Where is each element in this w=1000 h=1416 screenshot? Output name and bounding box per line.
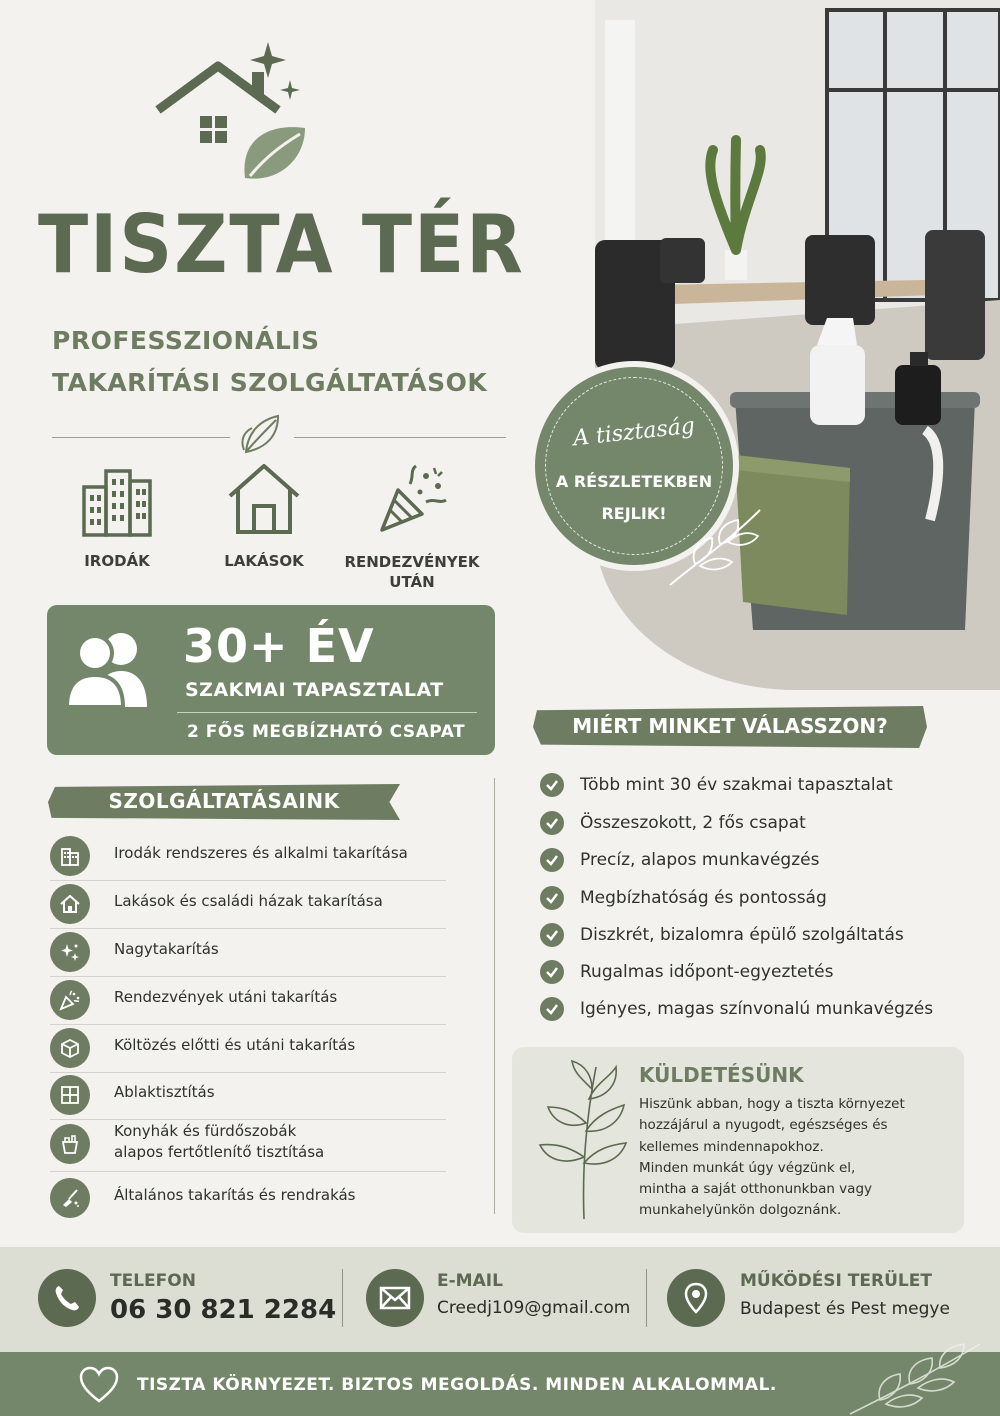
- area-value: Budapest és Pest megye: [740, 1299, 950, 1319]
- window-icon: [50, 1075, 90, 1115]
- column-divider: [494, 778, 495, 1214]
- category-label-events: [337, 552, 487, 592]
- service-text: Lakások és családi házak takarítása: [114, 891, 383, 910]
- office-building-icon: [80, 465, 154, 537]
- email-label: E-MAIL: [437, 1271, 503, 1291]
- service-text: Rendezvények utáni takarítás: [114, 987, 338, 1006]
- phone-label: TELEFON: [110, 1271, 196, 1291]
- service-text: Nagytakarítás: [114, 939, 219, 958]
- leaf-branch-icon: [534, 1059, 634, 1224]
- service-text: [114, 1121, 324, 1163]
- service-text-line2: alapos fertőtlenítő tisztítása: [114, 1143, 325, 1161]
- experience-line2: 2 FŐS MEGBÍZHATÓ CSAPAT: [187, 722, 466, 742]
- why-item: [540, 770, 893, 800]
- party-popper-icon: [50, 980, 90, 1020]
- why-item: [540, 808, 806, 838]
- footer-tagline: TISZTA KÖRNYEZET. BIZTOS MEGOLDÁS. MINDEN ALKALOMMAL.: [137, 1375, 777, 1395]
- contact-divider: [342, 1269, 343, 1327]
- service-item: [50, 1121, 446, 1172]
- brand-subtitle-line1: PROFESSZIONÁLIS: [52, 326, 320, 355]
- service-item: [50, 833, 446, 881]
- why-item-text: Több mint 30 év szakmai tapasztalat: [580, 775, 893, 795]
- category-label-offices: IRODÁK: [84, 552, 150, 570]
- party-popper-icon: [376, 462, 450, 536]
- box-icon: [50, 1028, 90, 1068]
- mission-line: munkahelyünkön dolgoznánk.: [639, 1202, 842, 1219]
- brand-logo: [120, 38, 320, 198]
- location-pin-icon: [667, 1269, 725, 1327]
- why-item-text: Precíz, alapos munkavégzés: [580, 850, 820, 870]
- check-icon: [540, 848, 564, 872]
- mission-box: [512, 1047, 964, 1233]
- category-label-events-line2: UTÁN: [389, 573, 435, 591]
- area-label: MŰKÖDÉSI TERÜLET: [740, 1271, 932, 1291]
- mission-line: Minden munkát úgy végzünk el,: [639, 1159, 856, 1176]
- badge-line1: A RÉSZLETEKBEN: [555, 472, 713, 491]
- mission-text: [639, 1094, 905, 1222]
- why-item-text: Összeszokott, 2 fős csapat: [580, 813, 806, 833]
- why-item-text: Diszkrét, bizalomra épülő szolgáltatás: [580, 925, 904, 945]
- mission-line: hozzájárul a nyugodt, egészséges és: [639, 1117, 888, 1134]
- badge-line2: REJLIK!: [601, 504, 667, 523]
- leaf-sprig-decoration: [840, 1334, 990, 1416]
- service-text-line1: Konyhák és fürdőszobák: [114, 1122, 297, 1140]
- brand-title: TISZTA TÉR: [38, 198, 525, 291]
- badge-script-text: A tisztaság: [571, 413, 697, 452]
- contact-divider: [646, 1269, 647, 1327]
- phone-number[interactable]: 06 30 821 2284: [110, 1295, 337, 1325]
- check-icon: [540, 886, 564, 910]
- check-icon: [540, 997, 564, 1021]
- experience-divider: [177, 712, 477, 713]
- email-address[interactable]: Creedj109@gmail.com: [437, 1298, 631, 1318]
- service-item: [50, 1072, 446, 1120]
- title-divider-right: [294, 437, 506, 438]
- service-item: [50, 881, 446, 929]
- sparkles-icon: [50, 932, 90, 972]
- email-icon: [366, 1269, 424, 1327]
- check-icon: [540, 960, 564, 984]
- check-icon: [540, 811, 564, 835]
- phone-icon: [38, 1269, 96, 1327]
- leaf-icon: [238, 412, 286, 456]
- why-heading: MIÉRT MINKET VÁLASSZON?: [572, 714, 888, 738]
- mission-line: kellemes mindennapokhoz.: [639, 1138, 824, 1155]
- house-icon: [50, 884, 90, 924]
- service-item: [50, 1025, 446, 1073]
- check-icon: [540, 923, 564, 947]
- building-icon: [50, 836, 90, 876]
- experience-headline: 30+ ÉV: [183, 619, 375, 673]
- heart-icon: [78, 1366, 120, 1404]
- service-item: [50, 929, 446, 977]
- why-item: [540, 845, 819, 875]
- why-item: [540, 994, 933, 1024]
- mission-line: mintha a saját otthonunkban vagy: [639, 1181, 873, 1198]
- service-text: Általános takarítás és rendrakás: [114, 1185, 356, 1204]
- category-label-apartments: LAKÁSOK: [224, 552, 304, 570]
- services-heading: SZOLGÁLTATÁSAINK: [108, 789, 340, 813]
- why-item-text: Igényes, magas színvonalú munkavégzés: [580, 999, 934, 1019]
- service-text: Irodák rendszeres és alkalmi takarítása: [114, 843, 408, 862]
- why-item: [540, 957, 833, 987]
- title-divider-left: [52, 437, 230, 438]
- why-item: [540, 883, 827, 913]
- mission-heading: KÜLDETÉSÜNK: [639, 1063, 804, 1087]
- mission-line: Hiszünk abban, hogy a tiszta környezet: [639, 1096, 905, 1112]
- why-item-text: Rugalmas időpont-egyeztetés: [580, 962, 834, 982]
- service-text: Ablaktisztítás: [114, 1082, 215, 1101]
- why-item-text: Megbízhatóság és pontosság: [580, 888, 827, 908]
- experience-line1: SZAKMAI TAPASZTALAT: [185, 679, 444, 701]
- team-icon: [67, 629, 151, 707]
- broom-icon: [50, 1178, 90, 1218]
- house-icon: [226, 462, 302, 536]
- check-icon: [540, 773, 564, 797]
- why-item: [540, 920, 904, 950]
- brand-subtitle-line2: TAKARÍTÁSI SZOLGÁLTATÁSOK: [52, 368, 488, 397]
- leaf-sprig-decoration: [660, 500, 770, 590]
- experience-box: [47, 605, 495, 755]
- service-item: [50, 977, 446, 1025]
- category-label-events-line1: RENDEZVÉNYEK: [344, 553, 480, 571]
- hero-photo: [595, 0, 1000, 690]
- tagline-bar: [0, 1352, 1000, 1416]
- service-item: [50, 1175, 446, 1222]
- service-text: Költözés előtti és utáni takarítás: [114, 1035, 356, 1054]
- cleaning-bucket-icon: [50, 1124, 90, 1164]
